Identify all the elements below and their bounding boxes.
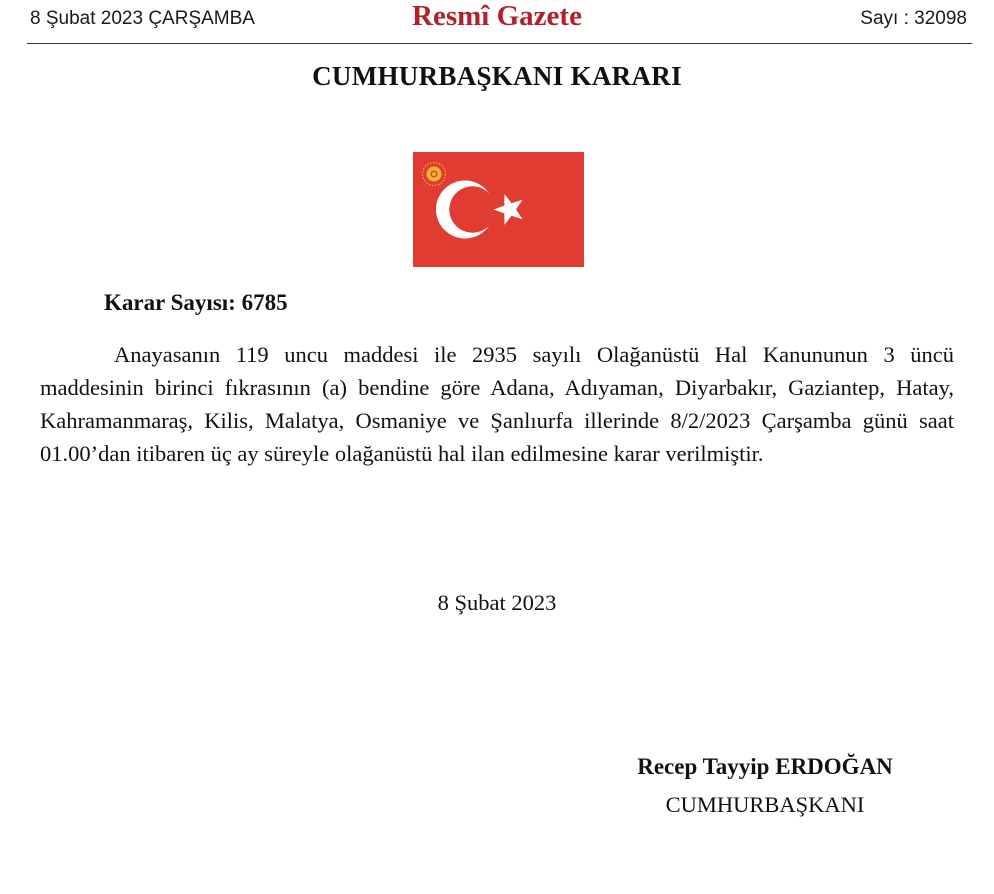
header-divider [27,43,972,44]
turkish-flag-icon [413,152,584,267]
page-header [0,0,994,44]
signer-name: Recep Tayyip ERDOĞAN [637,754,893,779]
decision-body: Anayasanın 119 uncu maddesi ile 2935 sayılı Olağanüstü Hal Kanununun 3 üncü maddesinin birinci fıkrasının (a) bendine göre Adana, Adıyaman, Diyarbakır, Gaziantep, Hatay, Kahramanmaraş, Kilis, Malatya, Osmaniye ve Şanlıurfa illerinde 8/2/2023 Çarşamba günü saat 01.00’dan itibaren üç ay süreyle olağanüstü hal ilan edilmesine karar verilmiştir. [40,342,954,466]
header-date: 8 Şubat 2023 ÇARŞAMBA [30,8,255,29]
signer-title: CUMHURBAŞKANI [665,792,865,817]
issue-number: Sayı : 32098 [860,8,967,29]
signature-block [600,750,930,822]
decision-number: Karar Sayısı: 6785 [104,290,288,315]
decision-date: 8 Şubat 2023 [437,590,557,615]
gazette-title: Resmî Gazete [412,0,582,32]
document-heading: CUMHURBAŞKANI KARARI [312,61,682,91]
